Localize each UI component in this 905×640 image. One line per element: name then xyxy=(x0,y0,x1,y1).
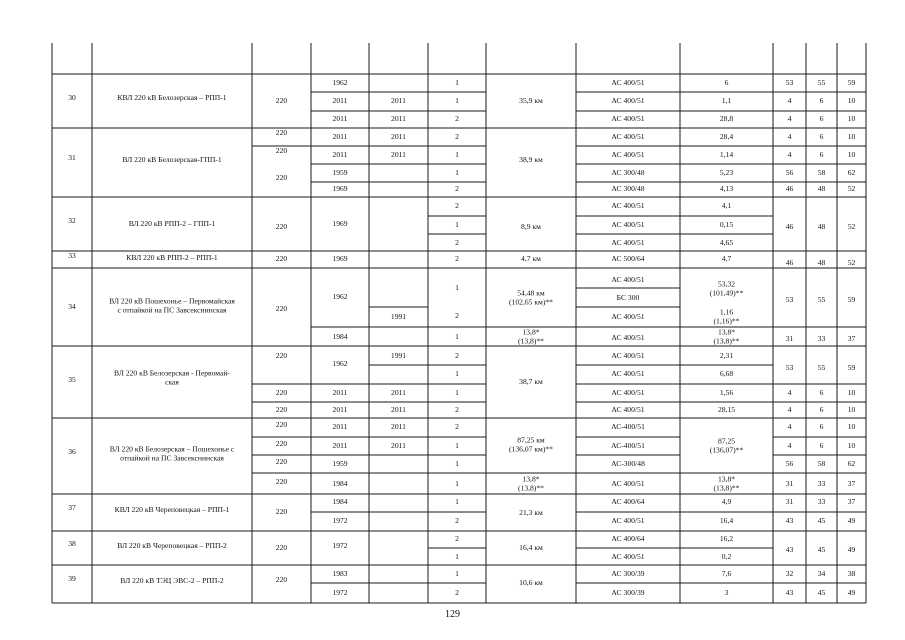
circuits: 1 xyxy=(455,387,459,397)
segment-length: (13,8)** xyxy=(713,483,740,493)
year-built: 1962 xyxy=(332,358,348,368)
segment-length: 28,8 xyxy=(719,113,734,123)
year-built: 2011 xyxy=(332,440,348,450)
segment-length: 28,4 xyxy=(719,131,734,141)
line-name: ВЛ 220 кВ Череповецкая – РПП-2 xyxy=(117,540,227,550)
voltage: 220 xyxy=(275,542,288,552)
segment-length: 1,14 xyxy=(719,149,734,159)
year-built: 1984 xyxy=(332,331,348,341)
segment-length: (136,07)** xyxy=(709,445,744,455)
total-length: 35,9 км xyxy=(519,95,543,105)
temp-3: 52 xyxy=(847,221,856,231)
wire-mark: АС 400/51 xyxy=(611,387,645,397)
temp-2: 6 xyxy=(819,149,824,159)
temp-1: 43 xyxy=(785,587,794,597)
segment-length: 3 xyxy=(724,587,729,597)
temp-1: 31 xyxy=(785,496,794,506)
wire-mark: АС 400/51 xyxy=(611,551,645,561)
total-length: 21,3 км xyxy=(519,507,543,517)
temp-3: 62 xyxy=(847,458,856,468)
temp-1: 53 xyxy=(785,362,794,372)
temp-1: 56 xyxy=(785,458,794,468)
year-rebuilt: 1991 xyxy=(390,311,407,321)
total-length: 38,7 км xyxy=(519,376,543,386)
temp-3: 49 xyxy=(847,544,856,554)
wire-mark: АС 400/51 xyxy=(611,131,645,141)
voltage: 220 xyxy=(275,145,288,155)
circuits: 1 xyxy=(455,458,459,468)
segment-length: 4,9 xyxy=(721,496,732,506)
temp-3: 10 xyxy=(847,404,856,414)
year-rebuilt: 2011 xyxy=(391,113,406,123)
voltage: 220 xyxy=(275,456,288,466)
year-built: 1962 xyxy=(332,77,348,87)
temp-2: 48 xyxy=(817,257,826,267)
temp-3: 59 xyxy=(847,77,856,87)
wire-mark: АС 400/64 xyxy=(611,533,645,543)
total-length: (136,07 км)** xyxy=(509,444,553,454)
row-number: 32 xyxy=(68,215,76,225)
total-length: (102,65 км)** xyxy=(509,297,553,307)
temp-3: 37 xyxy=(847,478,856,488)
line-name: КВЛ 220 кВ РПП-2 – РПП-1 xyxy=(126,252,218,262)
segment-length: 4,7 xyxy=(721,253,732,263)
segment-length: 6 xyxy=(724,77,729,87)
line-name: ВЛ 220 кВ ТЭЦ ЭВС-2 – РПП-2 xyxy=(120,575,224,585)
wire-mark: АС 400/51 xyxy=(611,95,645,105)
voltage: 220 xyxy=(275,476,288,486)
temp-2: 33 xyxy=(817,496,826,506)
temp-2: 58 xyxy=(817,167,826,177)
temp-1: 43 xyxy=(785,544,794,554)
voltage: 220 xyxy=(275,221,288,231)
circuits: 2 xyxy=(455,310,459,320)
temp-3: 10 xyxy=(847,421,856,431)
line-name: ВЛ 220 кВ Белозерская – Пошехонье с xyxy=(109,444,235,454)
wire-mark: АС 400/51 xyxy=(611,200,645,210)
line-name: КВЛ 220 кВ Белозерская – РПП-1 xyxy=(117,92,227,102)
temp-2: 6 xyxy=(819,440,824,450)
circuits: 1 xyxy=(455,478,459,488)
wire-mark: АС-300/48 xyxy=(611,458,645,468)
year-rebuilt: 2011 xyxy=(391,404,406,414)
year-built: 2011 xyxy=(332,113,348,123)
voltage: 220 xyxy=(275,253,288,263)
line-name: отпайкой на ПС Завсекснинская xyxy=(120,453,224,463)
temp-1: 4 xyxy=(787,131,792,141)
temp-3: 10 xyxy=(847,131,856,141)
year-built: 1969 xyxy=(332,183,348,193)
temp-1: 32 xyxy=(785,568,794,578)
year-rebuilt: 2011 xyxy=(391,149,406,159)
circuits: 2 xyxy=(455,237,459,247)
year-built: 1972 xyxy=(332,587,348,597)
temp-1: 4 xyxy=(787,113,792,123)
line-name: КВЛ 220 кВ Череповецкая – РПП-1 xyxy=(114,504,230,514)
voltage: 220 xyxy=(275,350,288,360)
wire-mark: АС 400/51 xyxy=(611,332,645,342)
temp-1: 46 xyxy=(785,257,794,267)
year-built: 2011 xyxy=(332,95,348,105)
temp-3: 10 xyxy=(847,149,856,159)
circuits: 1 xyxy=(455,95,459,105)
year-built: 2011 xyxy=(332,387,348,397)
circuits: 1 xyxy=(455,77,459,87)
segment-length: 1,56 xyxy=(719,387,734,397)
temp-1: 31 xyxy=(785,333,794,343)
circuits: 2 xyxy=(455,253,459,263)
temp-1: 4 xyxy=(787,149,792,159)
temp-3: 10 xyxy=(847,113,856,123)
total-length: 38,9 км xyxy=(519,154,543,164)
wire-mark: АС 400/51 xyxy=(611,274,645,284)
year-rebuilt: 2011 xyxy=(391,387,406,397)
temp-1: 46 xyxy=(785,183,794,193)
temp-2: 48 xyxy=(817,221,826,231)
circuits: 1 xyxy=(455,568,459,578)
voltage: 220 xyxy=(275,506,288,516)
year-rebuilt: 2011 xyxy=(391,131,406,141)
temp-1: 4 xyxy=(787,421,792,431)
circuits: 2 xyxy=(455,533,459,543)
segment-length: 0,15 xyxy=(719,219,734,229)
voltage: 220 xyxy=(275,419,288,429)
temp-3: 59 xyxy=(847,362,856,372)
wire-mark: АС 400/51 xyxy=(611,478,645,488)
wire-mark: АС-400/51 xyxy=(611,421,645,431)
wire-mark: АС 400/51 xyxy=(611,515,645,525)
segment-length: 4,1 xyxy=(721,200,732,210)
year-built: 1969 xyxy=(332,253,348,263)
wire-mark: АС 500/64 xyxy=(611,253,645,263)
segment-length: (13,8)** xyxy=(713,336,740,346)
total-length: 13,8* xyxy=(522,474,540,484)
circuits: 1 xyxy=(455,331,459,341)
temp-2: 33 xyxy=(817,478,826,488)
voltage: 220 xyxy=(275,127,288,137)
row-number: 33 xyxy=(68,250,76,260)
wire-mark: АС 300/39 xyxy=(611,568,645,578)
segment-length: (101,49)** xyxy=(709,288,744,298)
segment-length: 87,25 xyxy=(717,436,736,446)
segment-length: 1,16 xyxy=(719,307,734,317)
segment-length: 2,31 xyxy=(719,350,734,360)
segment-length: 6,68 xyxy=(719,368,734,378)
temp-1: 4 xyxy=(787,404,792,414)
wire-mark: АС 400/64 xyxy=(611,496,645,506)
voltage: 220 xyxy=(275,172,288,182)
line-name: ВЛ 220 кВ РПП-2 – ГПП-1 xyxy=(128,218,216,228)
circuits: 2 xyxy=(455,200,459,210)
segment-length: 13,8* xyxy=(717,474,736,484)
year-built: 1959 xyxy=(332,458,348,468)
total-length: 87,25 км xyxy=(517,435,545,445)
temp-1: 56 xyxy=(785,167,794,177)
year-built: 1962 xyxy=(332,291,348,301)
temp-3: 10 xyxy=(847,95,856,105)
temp-1: 4 xyxy=(787,387,792,397)
wire-mark: АС 400/51 xyxy=(611,219,645,229)
circuits: 2 xyxy=(455,404,459,414)
wire-mark: АС 400/51 xyxy=(611,368,645,378)
circuits: 2 xyxy=(455,421,459,431)
temp-2: 55 xyxy=(817,362,826,372)
voltage: 220 xyxy=(275,387,288,397)
row-number: 30 xyxy=(68,92,76,102)
year-rebuilt: 2011 xyxy=(391,440,406,450)
circuits: 2 xyxy=(455,131,459,141)
wire-mark: АС 300/48 xyxy=(611,167,645,177)
year-built: 2011 xyxy=(332,149,348,159)
wire-mark: АС 400/51 xyxy=(611,237,645,247)
temp-3: 37 xyxy=(847,333,856,343)
year-built: 1972 xyxy=(332,515,348,525)
segment-length: 53,32 xyxy=(717,279,736,289)
temp-3: 59 xyxy=(847,294,856,304)
total-length: (13,8)** xyxy=(518,483,544,493)
circuits: 2 xyxy=(455,587,459,597)
segment-length: 7,6 xyxy=(721,568,732,578)
segment-length: 16,4 xyxy=(719,515,734,525)
row-number: 35 xyxy=(68,374,76,384)
temp-3: 62 xyxy=(847,167,856,177)
temp-2: 6 xyxy=(819,404,824,414)
row-number: 31 xyxy=(68,152,76,162)
row-number: 38 xyxy=(68,538,76,548)
temp-3: 10 xyxy=(847,387,856,397)
temp-2: 6 xyxy=(819,131,824,141)
page-number: 129 xyxy=(445,609,460,620)
line-name: ВЛ 220 кВ Белозерская - Первомай- xyxy=(114,368,230,378)
circuits: 1 xyxy=(455,219,459,229)
temp-1: 31 xyxy=(785,478,794,488)
segment-length: (1,16)** xyxy=(713,316,740,326)
year-built: 1969 xyxy=(332,218,348,228)
line-name: ВЛ 220 кВ Пошехонье – Первомайская xyxy=(109,296,235,306)
year-built: 2011 xyxy=(332,131,348,141)
wire-mark: АС 400/51 xyxy=(611,311,645,321)
temp-2: 6 xyxy=(819,387,824,397)
temp-3: 37 xyxy=(847,496,856,506)
temp-2: 45 xyxy=(817,544,826,554)
temp-1: 4 xyxy=(787,440,792,450)
total-length: 10,6 км xyxy=(519,577,543,587)
temp-3: 49 xyxy=(847,515,856,525)
voltage: 220 xyxy=(275,303,288,313)
segment-length: 13,8* xyxy=(717,327,736,337)
circuits: 1 xyxy=(455,149,459,159)
line-name: ская xyxy=(165,377,179,387)
total-length: 54,48 км xyxy=(517,288,545,298)
wire-mark: АС 400/51 xyxy=(611,404,645,414)
year-built: 1983 xyxy=(332,568,348,578)
circuits: 1 xyxy=(455,496,459,506)
year-rebuilt: 2011 xyxy=(391,95,406,105)
wire-mark: БС 300 xyxy=(616,292,640,302)
temp-2: 45 xyxy=(817,515,826,525)
voltage: 220 xyxy=(275,438,288,448)
line-name: ВЛ 220 кВ Белозерская-ГПП-1 xyxy=(122,154,222,164)
total-length: 4,7 км xyxy=(521,253,541,263)
wire-mark: АС 400/51 xyxy=(611,149,645,159)
total-length: (13,8)** xyxy=(518,336,544,346)
row-number: 34 xyxy=(68,301,76,311)
line-name: с отпайкой на ПС Завсекснинская xyxy=(117,305,227,315)
year-built: 2011 xyxy=(332,404,348,414)
temp-1: 43 xyxy=(785,515,794,525)
temp-2: 6 xyxy=(819,421,824,431)
circuits: 1 xyxy=(455,282,459,292)
temp-3: 38 xyxy=(847,568,856,578)
segment-length: 1,1 xyxy=(721,95,732,105)
temp-2: 55 xyxy=(817,294,826,304)
segment-length: 5,23 xyxy=(719,167,734,177)
temp-3: 52 xyxy=(847,257,856,267)
wire-mark: АС 400/51 xyxy=(611,113,645,123)
total-length: 8,9 км xyxy=(521,221,541,231)
year-rebuilt: 1991 xyxy=(390,350,407,360)
circuits: 2 xyxy=(455,350,459,360)
segment-length: 28,15 xyxy=(717,404,736,414)
wire-mark: АС 400/51 xyxy=(611,77,645,87)
circuits: 1 xyxy=(455,368,459,378)
temp-3: 10 xyxy=(847,440,856,450)
wire-mark: АС 300/39 xyxy=(611,587,645,597)
temp-3: 49 xyxy=(847,587,856,597)
circuits: 2 xyxy=(455,113,459,123)
row-number: 37 xyxy=(68,502,76,512)
voltage: 220 xyxy=(275,95,288,105)
wire-mark: АС-400/51 xyxy=(611,440,645,450)
voltage: 220 xyxy=(275,404,288,414)
wire-mark: АС 400/51 xyxy=(611,350,645,360)
year-built: 1984 xyxy=(332,478,348,488)
row-number: 36 xyxy=(68,446,76,456)
wire-mark: АС 300/48 xyxy=(611,183,645,193)
temp-2: 48 xyxy=(817,183,826,193)
temp-2: 34 xyxy=(817,568,826,578)
voltage: 220 xyxy=(275,574,288,584)
temp-2: 45 xyxy=(817,587,826,597)
circuits: 2 xyxy=(455,515,459,525)
segment-length: 16,2 xyxy=(719,533,734,543)
circuits: 1 xyxy=(455,440,459,450)
temp-2: 58 xyxy=(817,458,826,468)
temp-2: 55 xyxy=(817,77,826,87)
temp-1: 4 xyxy=(787,95,792,105)
total-length: 13,8* xyxy=(522,327,540,337)
total-length: 16,4 км xyxy=(519,542,543,552)
circuits: 1 xyxy=(455,551,459,561)
year-built: 1972 xyxy=(332,540,348,550)
temp-3: 52 xyxy=(847,183,856,193)
segment-length: 4,65 xyxy=(719,237,734,247)
temp-2: 33 xyxy=(817,333,826,343)
temp-2: 6 xyxy=(819,95,824,105)
temp-2: 6 xyxy=(819,113,824,123)
year-built: 1984 xyxy=(332,496,348,506)
temp-1: 53 xyxy=(785,294,794,304)
year-built: 1959 xyxy=(332,167,348,177)
row-number: 39 xyxy=(68,573,76,583)
temp-1: 46 xyxy=(785,221,794,231)
segment-length: 0,2 xyxy=(721,551,732,561)
year-built: 2011 xyxy=(332,421,348,431)
segment-length: 4,13 xyxy=(719,183,734,193)
circuits: 1 xyxy=(455,167,459,177)
year-rebuilt: 2011 xyxy=(391,421,406,431)
circuits: 2 xyxy=(455,183,459,193)
temp-1: 53 xyxy=(785,77,794,87)
